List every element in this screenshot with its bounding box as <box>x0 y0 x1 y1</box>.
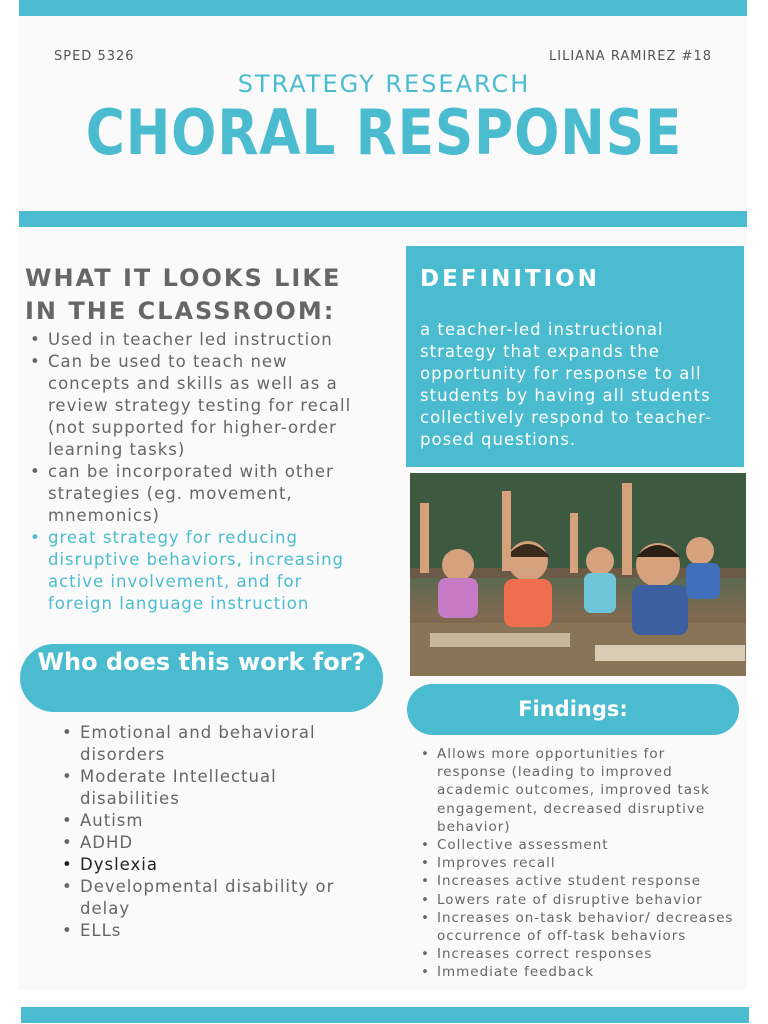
who-heading-pill: Who does this work for? <box>20 644 383 712</box>
list-item: • Increases correct responses <box>419 945 739 963</box>
course-code: SPED 5326 <box>54 49 135 64</box>
list-item: • ELLs <box>60 920 360 942</box>
page-subtitle: STRATEGY RESEARCH <box>237 70 531 98</box>
list-item-highlight: • great strategy for reducing disruptive behaviors, increasing active involvement, and for foreign language instruction <box>28 527 368 615</box>
list-item: • Increases on-task behavior/ decreases occurrence of off-task behaviors <box>419 909 739 945</box>
list-item: • Dyslexia <box>60 854 360 876</box>
definition-text: a teacher-led instructional strategy that expands the opportunity for response to all students by having all students collectively respond to teacher-posed questions. <box>420 320 712 449</box>
list-item: • Improves recall <box>419 854 739 872</box>
definition-heading: DEFINITION <box>420 266 600 292</box>
header-divider-bar <box>19 211 747 227</box>
classroom-list <box>28 329 368 615</box>
classroom-illustration <box>410 473 746 676</box>
list-item: • ADHD <box>60 832 360 854</box>
list-item: • Immediate feedback <box>419 963 739 981</box>
list-item: • Developmental disability or delay <box>60 876 360 920</box>
who-list <box>60 722 360 942</box>
bottom-accent-bar <box>21 1007 749 1023</box>
list-item: • Lowers rate of disruptive behavior <box>419 891 739 909</box>
list-item: • Emotional and behavioral disorders <box>60 722 360 766</box>
list-item: • can be incorporated with other strategies (eg. movement, mnemonics) <box>28 461 368 527</box>
classroom-photo <box>410 473 746 676</box>
list-item: • Used in teacher led instruction <box>28 329 368 351</box>
findings-list <box>419 745 739 982</box>
top-accent-bar <box>19 0 747 16</box>
list-item: • Collective assessment <box>419 836 739 854</box>
list-item: • Autism <box>60 810 360 832</box>
list-item: • Can be used to teach new concepts and skills as well as a review strategy testing for recall (not supported for higher-order learning tasks) <box>28 351 368 461</box>
classroom-heading: WHAT IT LOOKS LIKE IN THE CLASSROOM: <box>25 264 342 325</box>
list-item: • Increases active student response <box>419 872 739 890</box>
findings-heading-pill: Findings: <box>407 684 739 735</box>
definition-box <box>406 246 744 467</box>
page-title: CHORAL RESPONSE <box>85 96 683 169</box>
list-item: • Allows more opportunities for response (leading to improved academic outcomes, improved task engagement, decreased disruptive behavior) <box>419 745 739 836</box>
author-name: LILIANA RAMIREZ #18 <box>549 49 712 64</box>
list-item: • Moderate Intellectual disabilities <box>60 766 360 810</box>
